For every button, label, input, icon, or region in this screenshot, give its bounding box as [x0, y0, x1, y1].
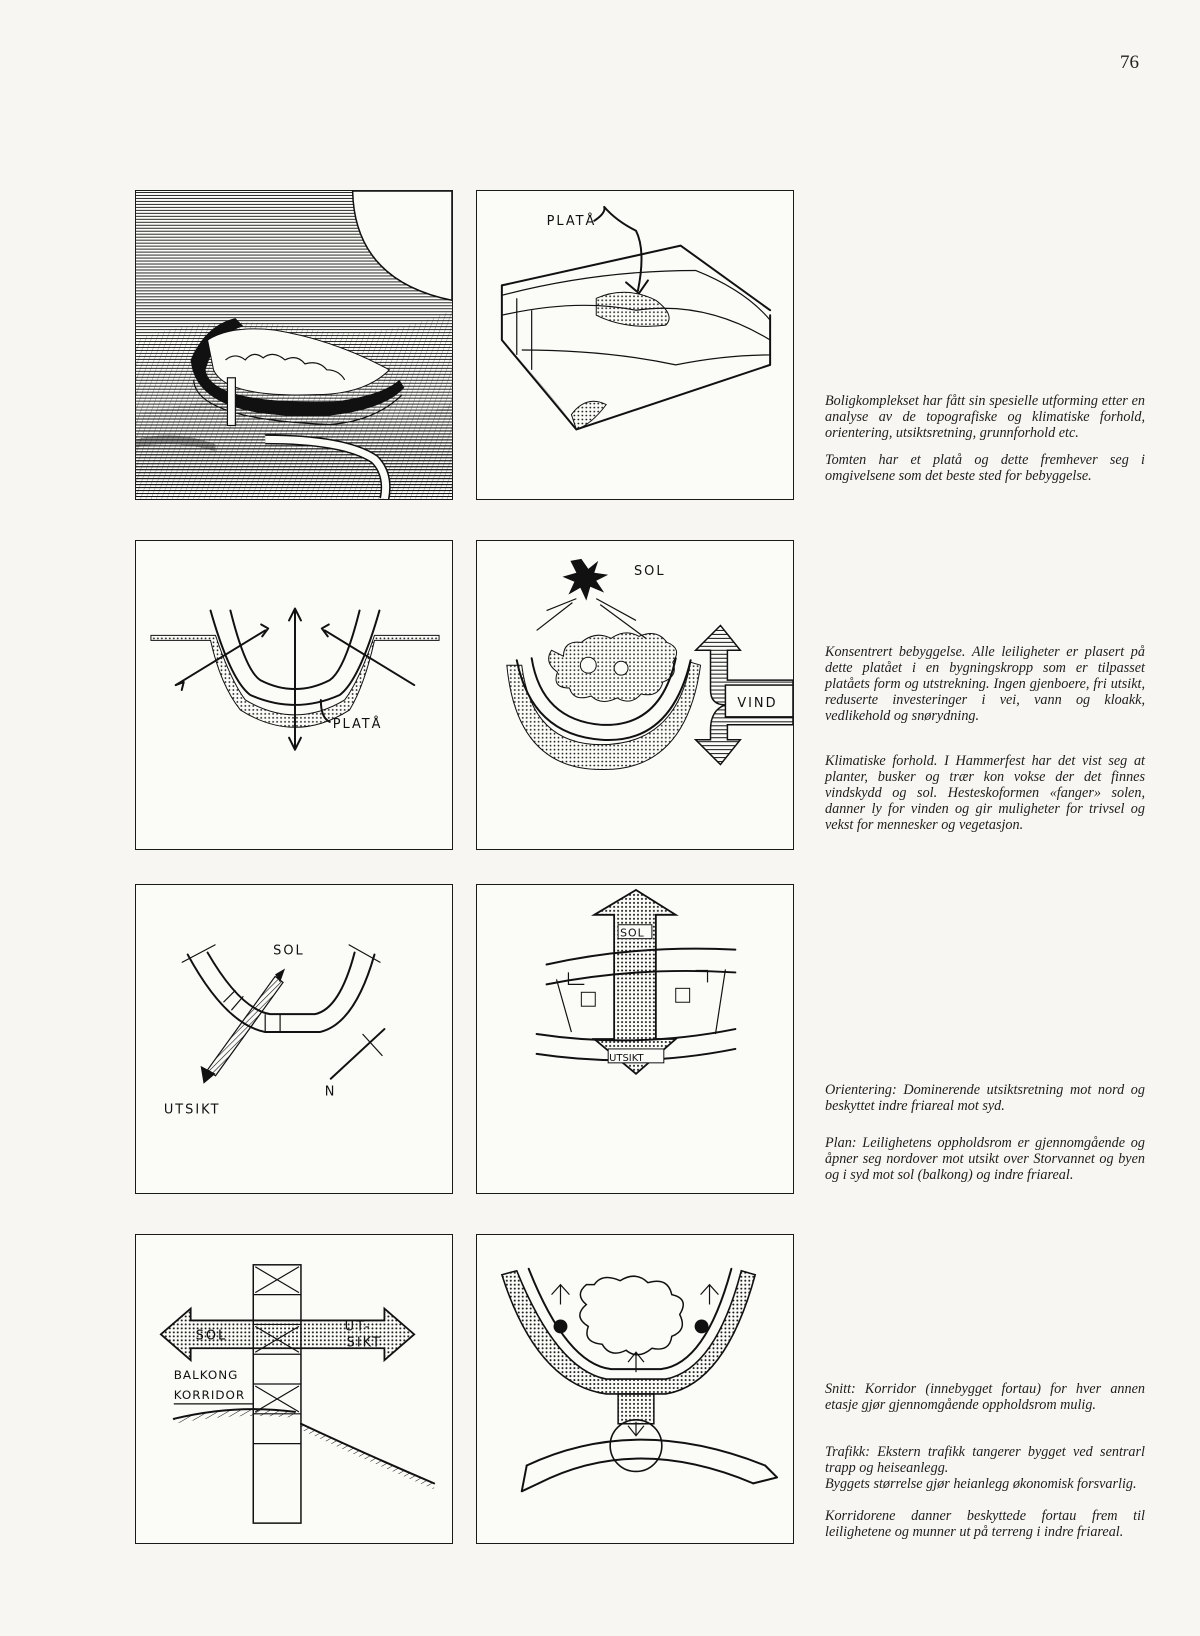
plan-sun-label: SOL: [620, 926, 645, 940]
caption-climate: Klimatiske forhold. I Hammerfest har det vist seg at planter, busker og trær kon vokse der det finnes vindskydd og sol. Hesteskoformen «fanger» solen, danner ly for vinden og gir muligheter for trivsel og vekst for mennesker og vegetasjon.: [825, 753, 1145, 833]
site-perspective-drawing: [136, 191, 452, 499]
climate-sun-wind-panel: [476, 540, 794, 850]
plan-drawing: [477, 885, 793, 1193]
plateau-section-drawing: [136, 541, 452, 849]
climate-wind-label: VIND: [737, 695, 778, 711]
climate-sun-wind-drawing: [477, 541, 793, 849]
climate-sun-label: SOL: [634, 563, 666, 579]
orientation-sun-label: SOL: [273, 943, 305, 959]
site-perspective-panel: [135, 190, 453, 500]
caption-traffic: Trafikk: Ekstern trafikk tangerer bygget ved sentrarl trapp og heiseanlegg.: [825, 1444, 1145, 1476]
plan-panel: [476, 884, 794, 1194]
caption-plan: Plan: Leilighetens oppholdsrom er gjennomgående og åpner seg nordover mot utsikt over Storvannet og byen og i syd mot sol (balkong) og indre friareal.: [825, 1135, 1145, 1183]
orientation-north-label: N: [324, 1084, 337, 1100]
caption-section: Snitt: Korridor (innebygget fortau) for hver annen etasje gjør gjennomgående oppholdsrom mulig.: [825, 1381, 1145, 1413]
orientation-drawing: [136, 885, 452, 1193]
caption-orientation: Orientering: Dominerende utsiktsretning mot nord og beskyttet indre friareal mot syd.: [825, 1082, 1145, 1114]
traffic-panel: [476, 1234, 794, 1544]
caption-elevator: Byggets størrelse gjør heianlegg økonomisk forsvarlig.: [825, 1476, 1137, 1492]
caption-concentrated: Konsentrert bebyggelse. Alle leiligheter er plasert på dette platået i en bygningskropp som er tilpasset platåets form og utstrekning. Ingen gjenboere, fri utsikt, reduserte investeringer i vei, vann og kloakk, vedlikehold og snørydning.: [825, 644, 1145, 724]
orientation-view-label: UTSIKT: [163, 1102, 221, 1118]
page-number: 76: [1120, 52, 1139, 73]
cut-section-drawing: [136, 1235, 452, 1543]
cut-balcony-label: BALKONG: [173, 1368, 239, 1383]
caption-analysis: Boligkomplekset har fått sin spesielle utforming etter en analyse av de topografiske og klimatiske forhold, orientering, utsiktsretning, grunnforhold etc.: [825, 393, 1145, 441]
cut-sun-label: SOL: [195, 1328, 228, 1344]
section-plateau-label: PLATÅ: [332, 716, 383, 732]
cut-corridor-label: KORRIDOR: [173, 1387, 246, 1402]
plan-view-label: UTSIKT: [609, 1052, 644, 1064]
caption-corridors: Korridorene danner beskyttede fortau frem til leilighetene og munner ut på terreng i indre friareal.: [825, 1508, 1145, 1540]
plateau-label: PLATÅ: [546, 213, 597, 229]
cut-view-label-line1: UT-: [344, 1319, 372, 1335]
cut-view-label-line2: SIKT: [346, 1335, 382, 1351]
caption-plateau: Tomten har et platå og dette fremhever seg i omgivelsene som det beste sted for bebyggelse.: [825, 452, 1145, 484]
plateau-terrain-panel: [476, 190, 794, 500]
plateau-terrain-drawing: [477, 191, 793, 499]
traffic-drawing: [477, 1235, 793, 1543]
orientation-panel: [135, 884, 453, 1194]
cut-section-panel: [135, 1234, 453, 1544]
plateau-section-panel: [135, 540, 453, 850]
